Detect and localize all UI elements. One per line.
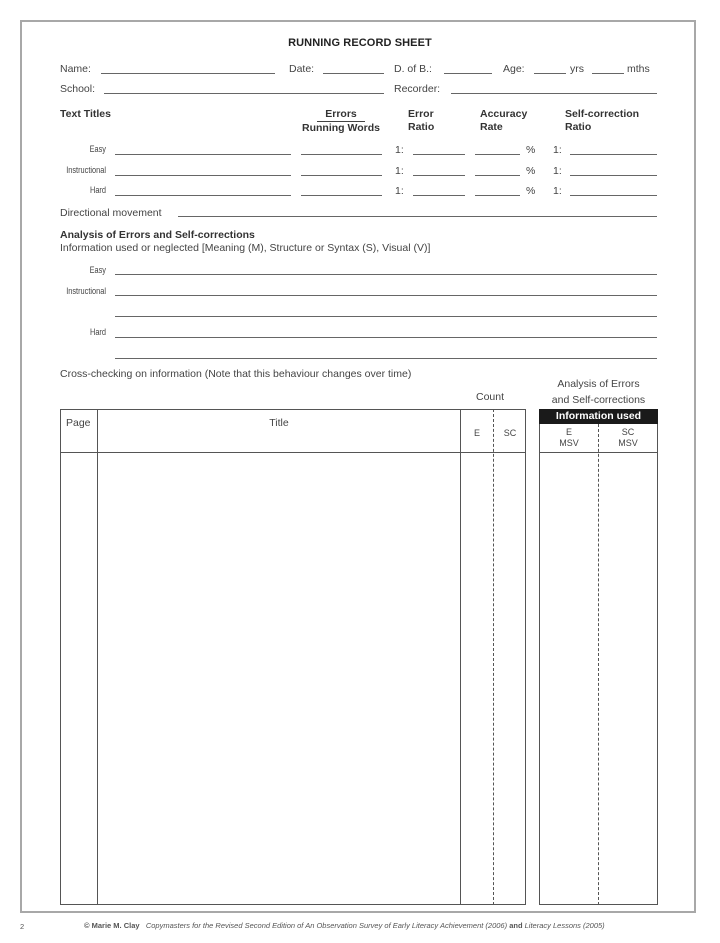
record-header-divider xyxy=(60,452,526,453)
sc-ratio-field[interactable] xyxy=(570,175,657,176)
self-correction-ratio-header: Self-correction Ratio xyxy=(565,108,640,133)
date-field[interactable] xyxy=(323,73,384,74)
directional-movement-label: Directional movement xyxy=(60,207,162,219)
footer-citation xyxy=(84,921,605,930)
e-count-header: E xyxy=(473,428,480,438)
info-header-divider xyxy=(539,452,658,453)
ratio-prefix: 1: xyxy=(395,144,404,156)
copyright: © Marie M. Clay xyxy=(84,921,140,930)
name-label: Name: xyxy=(60,63,91,75)
dob-label: D. of B.: xyxy=(394,63,432,75)
analysis-instructional-field-2[interactable] xyxy=(115,316,657,317)
title-field[interactable] xyxy=(115,175,291,176)
age-label: Age: xyxy=(503,63,525,75)
sc-ratio-prefix: 1: xyxy=(553,185,562,197)
age-years-field[interactable] xyxy=(534,73,566,74)
page-column-header: Page xyxy=(66,417,91,429)
page-number: 2 xyxy=(20,922,25,931)
accuracy-rate-header: Accuracy Rate xyxy=(480,108,528,133)
analysis-subheading: Information used or neglected [Meaning (M), Structure or Syntax (S), Visual (V)] xyxy=(60,242,431,254)
recorder-label: Recorder: xyxy=(394,83,441,95)
sheet-title: RUNNING RECORD SHEET xyxy=(288,37,432,49)
row-label: Instructional xyxy=(66,165,106,175)
citation-part2: Literacy Lessons (2005) xyxy=(524,921,605,930)
accuracy-field[interactable] xyxy=(475,175,520,176)
name-field[interactable] xyxy=(101,73,275,74)
error-ratio-field[interactable] xyxy=(413,154,465,155)
info-column-divider xyxy=(598,424,599,905)
percent-sign: % xyxy=(526,144,536,156)
percent-sign: % xyxy=(526,165,536,177)
analysis-hard-field-2[interactable] xyxy=(115,358,657,359)
analysis-row-label-hard: Hard xyxy=(89,327,106,337)
ratio-prefix: 1: xyxy=(395,165,404,177)
errors-field[interactable] xyxy=(301,175,382,176)
analysis-heading: Analysis of Errors and Self-corrections xyxy=(60,229,255,241)
e-msv-header: E MSV xyxy=(559,427,579,448)
record-table-body[interactable] xyxy=(98,454,460,903)
title-field[interactable] xyxy=(115,195,291,196)
sc-ratio-field[interactable] xyxy=(570,195,657,196)
info-table-heading: Analysis of Errors and Self-corrections xyxy=(551,378,646,406)
analysis-row-label-instructional: Instructional xyxy=(66,286,106,296)
errors-numerator: Errors xyxy=(317,108,365,122)
percent-sign: % xyxy=(526,185,536,197)
sc-msv-header: SC MSV xyxy=(618,427,638,448)
error-ratio-field[interactable] xyxy=(413,175,465,176)
accuracy-field[interactable] xyxy=(475,195,520,196)
analysis-hard-field[interactable] xyxy=(115,337,657,338)
title-column-header: Title xyxy=(269,417,289,429)
text-titles-header: Text Titles xyxy=(60,108,111,120)
sc-ratio-prefix: 1: xyxy=(553,144,562,156)
school-field[interactable] xyxy=(104,93,384,94)
error-ratio-header: Error Ratio xyxy=(408,108,435,133)
errors-field[interactable] xyxy=(301,195,382,196)
yrs-label: yrs xyxy=(570,63,584,75)
analysis-instructional-field[interactable] xyxy=(115,295,657,296)
sc-ratio-field[interactable] xyxy=(570,154,657,155)
recorder-field[interactable] xyxy=(451,93,657,94)
count-label: Count xyxy=(476,391,505,403)
dob-field[interactable] xyxy=(444,73,492,74)
date-label: Date: xyxy=(289,63,315,75)
citation-part1: Copymasters for the Revised Second Edition of An Observation Survey of Early Literacy Achievement (2006) xyxy=(145,921,508,930)
cross-checking-label: Cross-checking on information (Note that this behaviour changes over time) xyxy=(60,368,412,380)
analysis-easy-field[interactable] xyxy=(115,274,657,275)
information-used-bar: Information used xyxy=(539,409,658,424)
count-column-divider xyxy=(493,409,494,905)
sc-count-header: SC xyxy=(503,428,517,438)
directional-movement-field[interactable] xyxy=(178,216,657,217)
title-field[interactable] xyxy=(115,154,291,155)
row-label: Easy xyxy=(89,144,106,154)
error-ratio-field[interactable] xyxy=(413,195,465,196)
errors-field[interactable] xyxy=(301,154,382,155)
running-words-denominator: Running Words xyxy=(302,122,380,134)
title-column-divider xyxy=(460,409,461,905)
school-label: School: xyxy=(60,83,96,95)
mths-label: mths xyxy=(627,63,650,75)
age-months-field[interactable] xyxy=(592,73,624,74)
analysis-row-label-easy: Easy xyxy=(89,265,106,275)
citation-and: and xyxy=(509,921,523,930)
row-label: Hard xyxy=(89,185,106,195)
sc-ratio-prefix: 1: xyxy=(553,165,562,177)
accuracy-field[interactable] xyxy=(475,154,520,155)
ratio-prefix: 1: xyxy=(395,185,404,197)
errors-header xyxy=(296,108,386,135)
